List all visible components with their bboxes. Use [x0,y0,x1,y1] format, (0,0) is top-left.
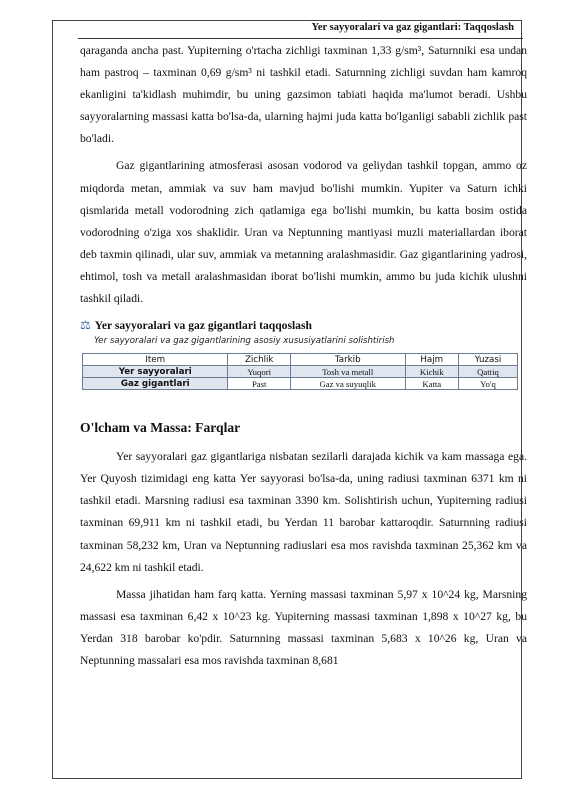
column-header: Item [83,354,228,366]
table-cell: Yuqori [228,366,290,378]
table-header-row [83,354,518,366]
paragraph: Massa jihatidan ham farq katta. Yerning massasi taxminan 5,97 x 10^24 kg, Marsning massasi esa taxminan 6,42 x 10^23 kg. Yupiterning massasi taxminan 1,898 x 10^27 kg, bu Yerdan 318 barobar ko'pdir. Saturnning massasi taxminan 5,683 x 10^26 kg, Uran va Neptunning massalari esa mos ravishda taxminan 8,681 [80,587,527,667]
comparison-table [82,353,518,390]
table-cell: Tosh va metall [290,366,405,378]
table-row [83,378,518,390]
table-cell: Kichik [405,366,458,378]
table-row [83,366,518,378]
table-cell: Katta [405,378,458,390]
column-header: Yuzasi [458,354,517,366]
running-header: Yer sayyoralari va gaz gigantlari: Taqqoslash [311,22,514,33]
table-subtitle: Yer sayyoralari va gaz gigantlarining asosiy xususiyatlarini solishtirish [94,336,395,347]
column-header: Hajm [405,354,458,366]
header-rule [78,38,523,39]
table-cell: Yo'q [458,378,517,390]
paragraph: Gaz gigantlarining atmosferasi asosan vodorod va geliydan tashkil topgan, ammo oz miqdorda metan, ammiak va suv ham mavjud bo'lishi mumkin. Yupiter va Saturn ichki qismlarida metall vodorodning zich qatlamiga ega bo'lishi mumkin, bu katta bosim ostida vodorodning o'ziga xos shaklidir. Uran va Neptunning mantiyasi muzli materiallardan iborat deb taxmin qilinadi, ular suv, ammiak va metanning aralashmasidir. Gaz gigantlarining yadrosi, ehtimol, tosh va metall aralashmasidan iborat bo'lishi mumkin, ammo bu juda kichik ulushni tashkil qiladi. [80,159,527,306]
scale-icon: ⚖ [80,318,91,333]
row-label: Yer sayyoralari [83,366,228,378]
column-header: Zichlik [228,354,290,366]
table-cell: Past [228,378,290,390]
paragraph: Yer sayyoralari gaz gigantlariga nisbatan sezilarli darajada kichik va kam massaga ega. Yer Quyosh tizimidagi eng katta Yer sayyorasi bo'lsa-da, uning radiusi taxminan 6371 km ni tashkil etadi. Marsning radiusi esa taxminan 3390 km. Solishtirish uchun, Yupiterning radiusi taxminan 69,911 km ni tashkil etadi, bu Yerdan 11 barobar kattaroqdir. Saturnning radiusi taxminan 58,232 km, Uran va Neptunning radiuslari esa mos ravishda taxminan 25,362 km va 24,622 km ni tashkil etadi. [80,450,527,574]
table-title: Yer sayyoralari va gaz gigantlari taqqoslash [94,319,312,333]
paragraph-continued: qaraganda ancha past. Yupiterning o'rtacha zichligi taxminan 1,33 g/sm³, Saturnniki esa undan ham pastroq – taxminan 0,69 g/sm³ ni tashkil etadi. Saturnning zichligi suvdan ham kamroq ekanligini ta'kidlash muhimdir, bu uning gazsimon tabiati haqida ma'lumot beradi. Ushbu sayyoralarning massasi katta bo'lsa-da, ularning hajmi juda katta bo'lganligi sababli zichlik past bo'ladi. [80,44,527,146]
table-caption [80,318,527,333]
table-cell: Qattiq [458,366,517,378]
table-cell: Gaz va suyuqlik [290,378,405,390]
column-header: Tarkib [290,354,405,366]
document-body [80,40,527,672]
section-heading: O'lcham va Massa: Farqlar [80,420,241,436]
row-label: Gaz gigantlari [83,378,228,390]
